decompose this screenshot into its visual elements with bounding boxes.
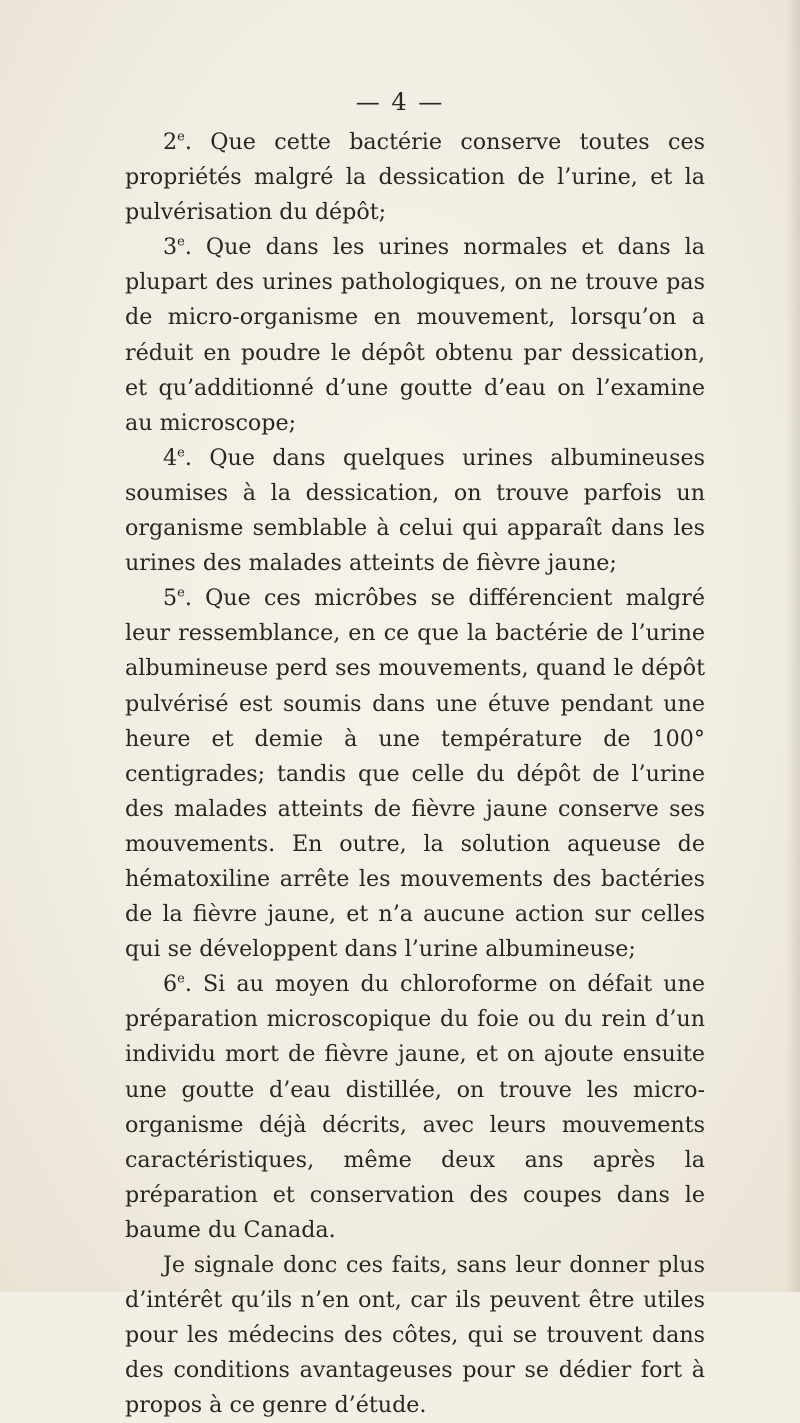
paragraph-text: . Si au moyen du chloroforme on défait une préparation microscopique du foie ou du rein d’un individu mort de fièvre jaune, et on ajoute ensuite une goutte d’eau distillée, on trouve les micro-organisme déjà décrits, avec leurs mouvements caractéristiques, même deux ans après la préparation et conservation des coupes dans le baume du Canada.	[125, 971, 705, 1243]
ordinal-suffix: e	[177, 445, 185, 461]
item-number: 5	[163, 585, 178, 612]
item-number: 4	[163, 444, 178, 471]
page-number: — 4 —	[355, 88, 445, 116]
ordinal-suffix: e	[177, 971, 185, 987]
ordinal-suffix: e	[177, 585, 185, 601]
item-number: 6	[163, 971, 178, 998]
item-number: 2	[163, 129, 178, 155]
ordinal-suffix: e	[177, 129, 185, 145]
paragraph-2e	[125, 125, 705, 230]
paragraph-5e	[125, 581, 705, 967]
paragraph-text: . Que ces micrôbes se différencient malgré leur ressemblance, en ce que la bactérie de l’urine albumineuse perd ses mouvements, quand le dépôt pulvérisé est soumis dans une étuve pendant une heure et demie à une température de 100° centigrades; tandis que celle du dépôt de l’urine des malades atteints de fièvre jaune conserve ses mouvements. En outre, la solution aqueuse de hématoxiline arrête les mouvements des bactéries de la fièvre jaune, et n’a aucune action sur celles qui se développent dans l’urine albumineuse;	[125, 585, 705, 963]
ordinal-suffix: e	[177, 234, 185, 250]
page-edge-shadow	[786, 0, 800, 1292]
paragraph-text: . Que cette bactérie conserve toutes ces propriétés malgré la dessication de l’urine, et la pulvérisation du dépôt;	[125, 129, 705, 226]
paragraph-text: . Que dans les urines normales et dans la plupart des urines pathologiques, on ne trouve pas de micro-organisme en mouvement, lorsqu’on a réduit en poudre le dépôt obtenu par dessication, et qu’additionné d’une goutte d’eau on l’examine au microscope;	[125, 234, 705, 436]
paragraph-text: Je signale donc ces faits, sans leur donner plus d’intérêt qu’ils n’en ont, car ils peuvent être utiles pour les médecins des côtes, qui se trouvent dans des conditions avantageuses pour se dédier fort à propos à ce genre d’étude.	[125, 1252, 705, 1419]
paragraph-6e	[125, 967, 705, 1248]
body-text	[125, 125, 705, 1423]
item-number: 3	[163, 234, 178, 261]
paragraph-text: . Que dans quelques urines albumineuses soumises à la dessication, on trouve parfois un organisme semblable à celui qui apparaît dans les urines des malades atteints de fièvre jaune;	[125, 444, 705, 577]
paragraph-conclusion	[125, 1248, 705, 1423]
paragraph-4e	[125, 441, 705, 581]
paragraph-3e	[125, 230, 705, 441]
